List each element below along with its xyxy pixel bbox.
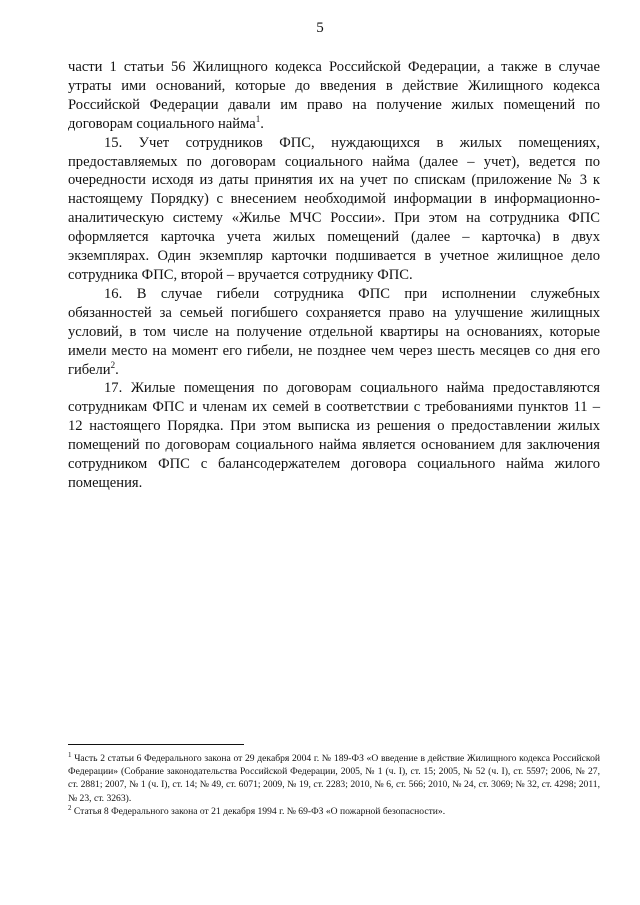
- footnotes: [68, 752, 600, 818]
- paragraph-tail: .: [115, 361, 119, 378]
- footnote-mark: 1: [68, 751, 72, 759]
- paragraph-text: 17. Жилые помещения по договорам социального найма предоставляются сотрудникам ФПС и членам их семей в соответствии с требованиями пунктов 11 – 12 настоящего Порядка. При этом выписка из решения о предоставлении жилых помещений по договорам социального найма является основанием для заключения сотрудником ФПС с балансодержателем договора социального найма жилого помещения.: [68, 380, 600, 491]
- footnote: [68, 805, 600, 818]
- footnote-mark: 2: [68, 803, 72, 812]
- paragraph-tail: .: [260, 115, 264, 132]
- paragraph-text: 15. Учет сотрудников ФПС, нуждающихся в жилых помещениях, предоставляемых по договорам социального найма (далее – учет), ведется по очередности исходя из даты принятия их на учет по спискам (приложение № 3 к настоящему Порядку) с внесением необходимой информации в информационно-аналитическую систему «Жилье МЧС России». При этом на сотрудника ФПС оформляется карточка учета жилых помещений (далее – карточка) в двух экземплярах. Один экземпляр карточки подшивается в учетное жилищное дело сотрудника ФПС, второй – вручается сотруднику ФПС.: [68, 134, 600, 283]
- footnote: [68, 752, 600, 805]
- paragraph-continuation: [68, 58, 600, 134]
- footnote-separator: [68, 744, 244, 745]
- footnote-reference: 1: [255, 113, 261, 124]
- paragraph-17: [68, 379, 600, 492]
- paragraph-15: [68, 134, 600, 285]
- paragraph-text: части 1 статьи 56 Жилищного кодекса Российской Федерации, а также в случае утраты ими оснований, которые до введения в действие Жилищного кодекса Российской Федерации давали им право на получение жилых помещений по договорам социального найма: [68, 59, 600, 132]
- page-number: 5: [316, 20, 324, 36]
- footnote-text: Статья 8 Федерального закона от 21 декабря 1994 г. № 69-ФЗ «О пожарной безопасности».: [73, 805, 446, 817]
- paragraph-text: 16. В случае гибели сотрудника ФПС при исполнении служебных обязанностей за семьей погибшего сохраняется право на улучшение жилищных условий, в том числе на получение отдельной квартиры на основаниях, которые имели место на момент его гибели, не позднее чем через шесть месяцев со дня его гибели: [68, 285, 600, 378]
- footnote-reference: 2: [110, 359, 116, 370]
- paragraph-16: [68, 285, 600, 380]
- body-text: [68, 58, 600, 493]
- footnote-text: Часть 2 статьи 6 Федерального закона от 29 декабря 2004 г. № 189-ФЗ «О введение в действие Жилищного кодекса Российской Федерации» (Собрание законодательства Российской Федерации, 2005, № 1 (ч. I), ст. 15; 2005, № 52 (ч. I), ст. 5597; 2006, № 27, ст. 2881; 2007, № 1 (ч. I), ст. 14; № 49, ст. 6071; 2009, № 19, ст. 2283; 2010, № 6, ст. 566; 2010, № 24, ст. 3069; № 32, ст. 4298; 2011, № 23, ст. 3263).: [68, 753, 600, 804]
